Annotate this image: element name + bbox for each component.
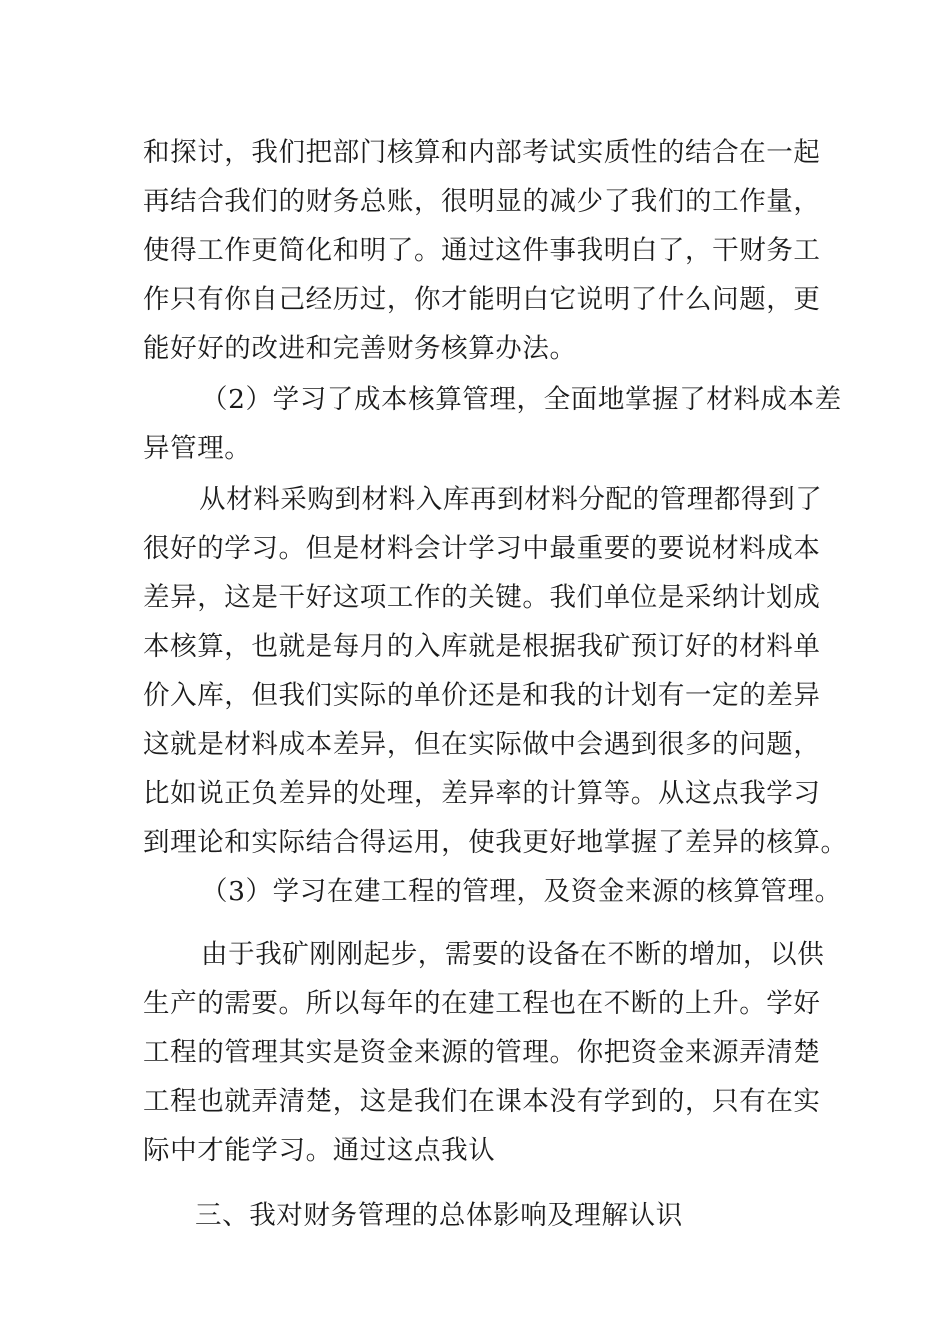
text-line: 本核算，也就是每月的入库就是根据我矿预订好的材料单 (143, 631, 821, 662)
paragraph-1 (143, 128, 821, 373)
text-line: 使得工作更简化和明了。通过这件事我明白了，干财务工 (143, 235, 821, 266)
text-line: 比如说正负差异的处理，差异率的计算等。从这点我学习 (143, 778, 821, 809)
text-line: 这就是材料成本差异，但在实际做中会遇到很多的问题， (143, 729, 821, 760)
text-line: 价入库，但我们实际的单价还是和我的计划有一定的差异 (143, 680, 821, 711)
subheading-2 (143, 375, 842, 473)
text-line: 生产的需要。所以每年的在建工程也在不断的上升。学好 (143, 988, 821, 1019)
text-line: 能好好的改进和完善财务核算办法。 (143, 333, 577, 364)
text-line: （3）学习在建工程的管理，及资金来源的核算管理。 (201, 876, 842, 907)
paragraph-3 (143, 930, 825, 1175)
text-line: 差异，这是干好这项工作的关键。我们单位是采纳计划成 (143, 582, 821, 613)
text-line: 异管理。 (143, 433, 252, 464)
text-line: 由于我矿刚刚起步，需要的设备在不断的增加，以供 (201, 939, 825, 970)
text-line: 到理论和实际结合得运用，使我更好地掌握了差异的核算。 (143, 827, 848, 858)
text-line: 工程也就弄清楚，这是我们在课本没有学到的，只有在实 (143, 1086, 821, 1117)
section-heading (143, 1191, 813, 1240)
document-body (143, 128, 848, 1240)
text-line: 和探讨，我们把部门核算和内部考试实质性的结合在一起 (143, 137, 821, 168)
text-line: 际中才能学习。通过这点我认 (143, 1135, 496, 1166)
text-line: （2）学习了成本核算管理，全面地掌握了材料成本差 (201, 384, 842, 415)
text-line: 再结合我们的财务总账，很明显的减少了我们的工作量， (143, 186, 821, 217)
text-line: 三、我对财务管理的总体影响及理解认识 (195, 1200, 683, 1231)
text-line: 作只有你自己经历过，你才能明白它说明了什么问题，更 (143, 284, 821, 315)
text-line: 从材料采购到材料入库再到材料分配的管理都得到了 (199, 484, 823, 515)
text-line: 工程的管理其实是资金来源的管理。你把资金来源弄清楚 (143, 1037, 821, 1068)
subheading-3 (143, 867, 842, 916)
paragraph-2 (143, 475, 848, 867)
text-line: 很好的学习。但是材料会计学习中最重要的要说材料成本 (143, 533, 821, 564)
